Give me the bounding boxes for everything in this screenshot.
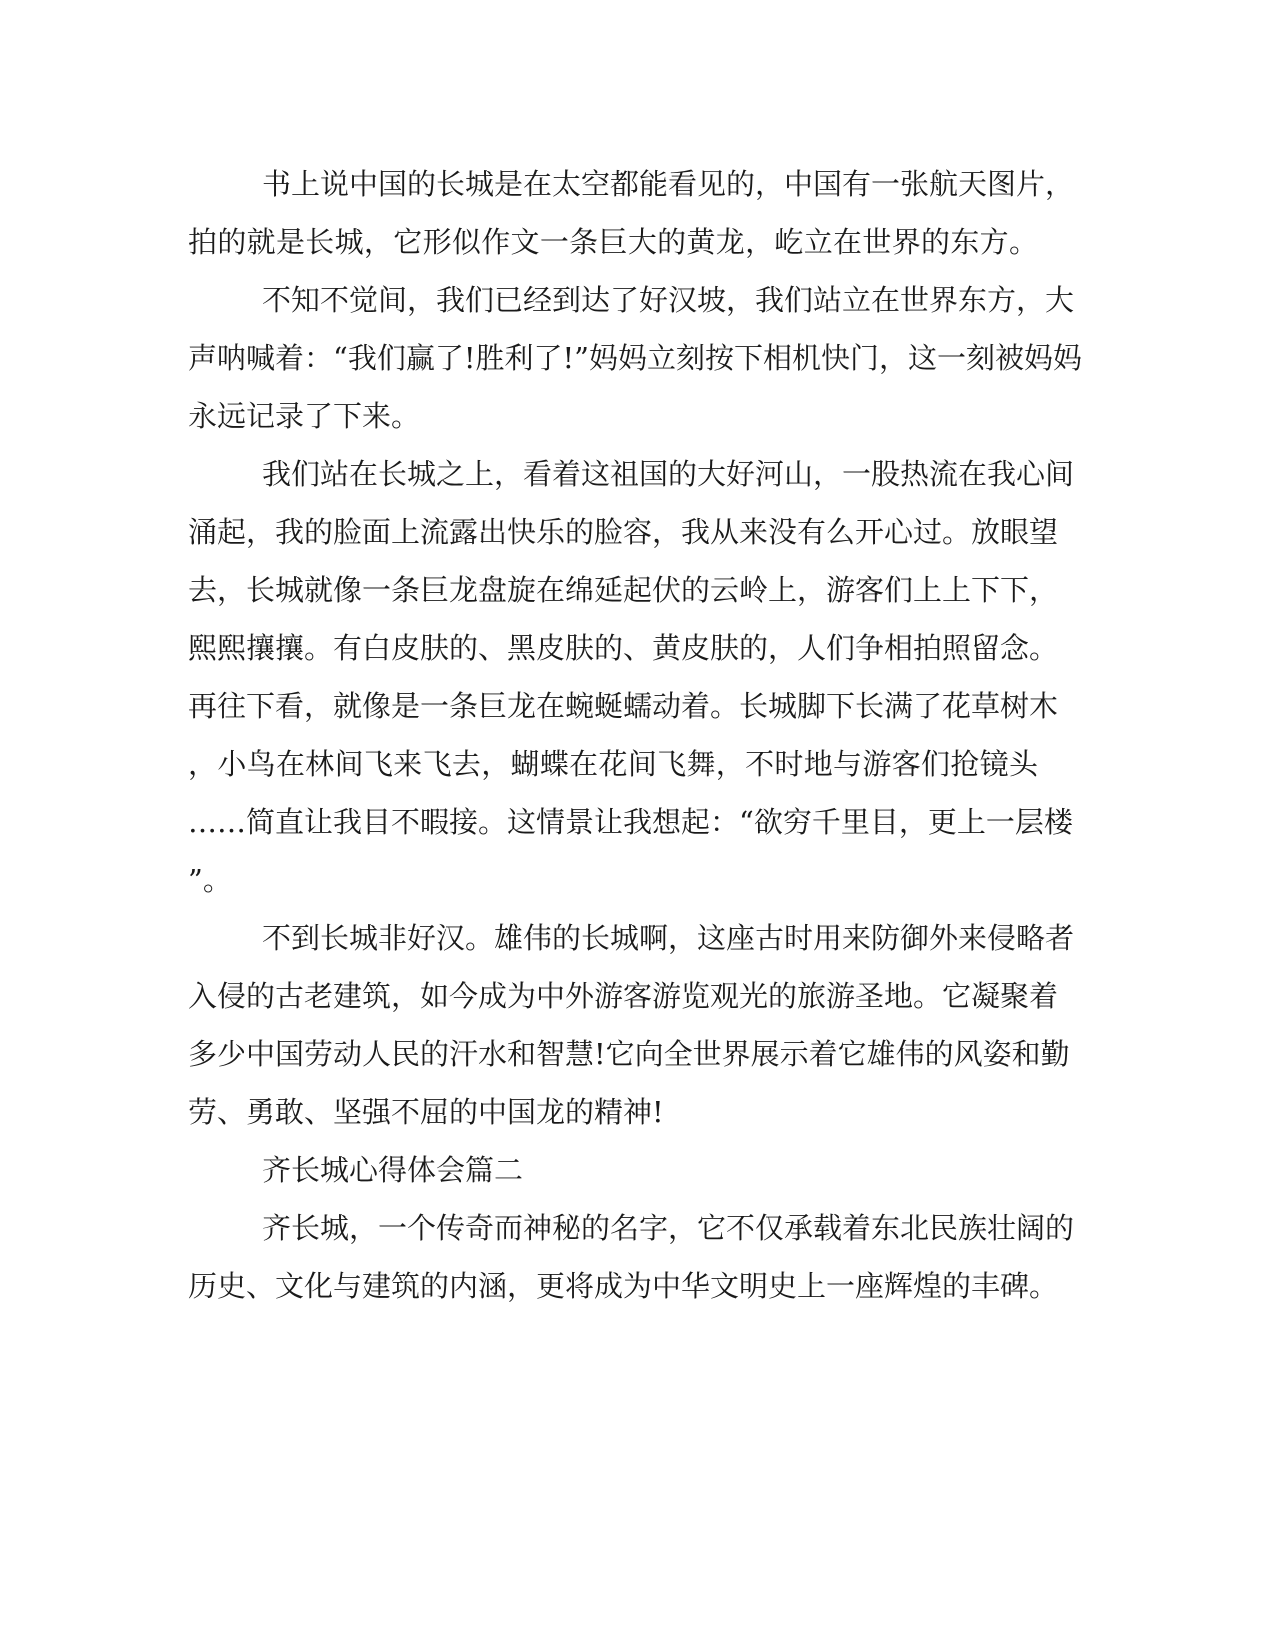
paragraph-2-line-2: 声呐喊着：“我们赢了!胜利了!”妈妈立刻按下相机快门，这一刻被妈妈 — [188, 341, 1082, 375]
paragraph-3-line-3: 去，长城就像一条巨龙盘旋在绵延起伏的云岭上，游客们上上下下， — [188, 573, 1059, 607]
paragraph-4-line-1: 不到长城非好汉。雄伟的长城啊，这座古时用来防御外来侵略者 — [262, 921, 1075, 955]
paragraph-3-line-6: ，小鸟在林间飞来飞去，蝴蝶在花间飞舞，不时地与游客们抢镜头 — [188, 747, 1038, 781]
section-heading: 齐长城心得体会篇二 — [262, 1153, 524, 1187]
paragraph-4-line-4: 劳、勇敢、坚强不屈的中国龙的精神! — [188, 1095, 664, 1129]
paragraph-2-line-1: 不知不觉间，我们已经到达了好汉坡，我们站立在世界东方，大 — [262, 283, 1075, 317]
paragraph-3-line-8: ”。 — [188, 863, 232, 897]
paragraph-3-line-1: 我们站在长城之上，看着这祖国的大好河山，一股热流在我心间 — [262, 457, 1075, 491]
paragraph-2-line-3: 永远记录了下来。 — [188, 399, 421, 433]
paragraph-4-line-2: 入侵的古老建筑，如今成为中外游客游览观光的旅游圣地。它凝聚着 — [188, 979, 1059, 1013]
paragraph-1-line-2: 拍的就是长城，它形似作文一条巨大的黄龙，屹立在世界的东方。 — [188, 225, 1038, 259]
paragraph-3-line-5: 再往下看，就像是一条巨龙在蜿蜒蠕动着。长城脚下长满了花草树木 — [188, 689, 1059, 723]
paragraph-3-line-7: ……简直让我目不暇接。这情景让我想起：“欲穷千里目，更上一层楼 — [188, 805, 1073, 839]
paragraph-5-line-1: 齐长城，一个传奇而神秘的名字，它不仅承载着东北民族壮阔的 — [262, 1211, 1075, 1245]
paragraph-3-line-2: 涌起，我的脸面上流露出快乐的脸容，我从来没有么开心过。放眼望 — [188, 515, 1059, 549]
paragraph-5-line-2: 历史、文化与建筑的内涵，更将成为中华文明史上一座辉煌的丰碑。 — [188, 1269, 1059, 1303]
paragraph-1-line-1: 书上说中国的长城是在太空都能看见的，中国有一张航天图片， — [262, 167, 1075, 201]
paragraph-3-line-4: 熙熙攘攘。有白皮肤的、黑皮肤的、黄皮肤的，人们争相拍照留念。 — [188, 631, 1059, 665]
paragraph-4-line-3: 多少中国劳动人民的汗水和智慧!它向全世界展示着它雄伟的风姿和勤 — [188, 1037, 1070, 1071]
